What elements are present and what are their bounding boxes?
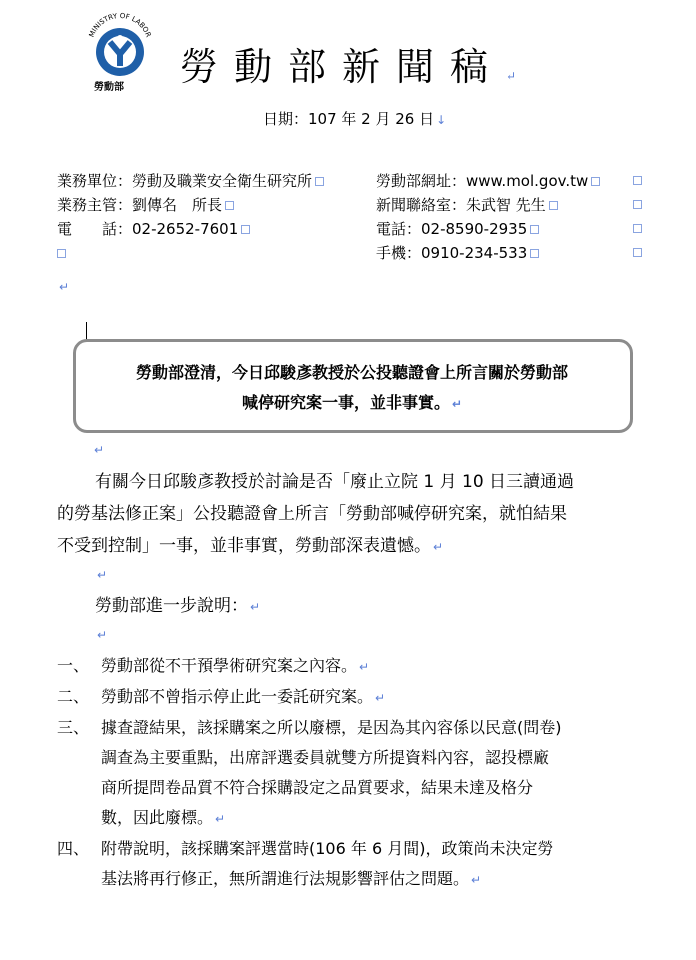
list-item: 四、 附帶說明，該採購案評選當時(106 年 6 月間)，政策尚未決定勞 基法將再行修正，無所謂進行法規影響評估之問題。 ↵ [57,839,554,888]
ministry-website: 勞動部網址：www.mol.gov.tw [376,169,600,193]
list-item: 二、 勞動部不曾指示停止此一委託研究案。 ↵ [57,687,386,706]
ministry-logo [82,8,158,94]
logo-arc-text: MINISTRY OF LABOR [87,11,153,39]
text-cursor [86,322,87,340]
body-paragraph: 有關今日邱駿彥教授於討論是否「廢止立院 1 月 10 日三讀通過 的勞基法修正案」公投聽證會上所言「勞動部喊停研究案，就怕結果 不受到控制」一事，並非事實，勞動部深表遺憾。 ↵ [57,472,575,556]
contact-left [57,169,324,265]
list-item: 三、 據查證結果，該採購案之所以廢標，是因為其內容係以民意(問卷) 調查為主要重點，出席評選委員就雙方所提資料內容，認投標廠 商所提問卷品質不符合採購設定之品質要求，結果未達及格分 數，因此廢標。 ↵ [57,718,562,827]
business-unit: 業務單位：勞動及職業安全衛生研究所 [57,169,324,193]
contact-right [376,169,600,265]
paragraph-mark: ↵ [97,568,108,582]
press-phone: 電話：02-8590-2935 [376,217,600,241]
list-item: 一、 勞動部從不干預學術研究案之內容。 ↵ [57,656,370,675]
page-title: 勞動部新聞稿 ↵ [180,45,533,89]
logo-caption: 勞動部 [94,82,124,93]
numbered-list [57,651,657,895]
release-date: 日期：107 年 2 月 26 日 ↓ [263,110,447,128]
cell-markers [630,168,642,264]
paragraph-mark: ↵ [94,443,105,457]
business-phone: 電 話：02-2652-7601 [57,217,324,241]
headline: 勞動部澄清，今日邱駿彥教授於公投聽證會上所言關於勞動部 喊停研究案一事，並非事實。 ↵ [135,363,568,412]
paragraph-mark: ↵ [59,280,70,294]
business-supervisor: 業務主管：劉傳名 所長 [57,193,324,217]
press-mobile: 手機：0910-234-533 [376,241,600,265]
press-contact: 新聞聯絡室：朱武智 先生 [376,193,600,217]
paragraph-mark: ↵ [97,628,108,642]
further-explanation: 勞動部進一步說明： ↵ [95,596,261,616]
